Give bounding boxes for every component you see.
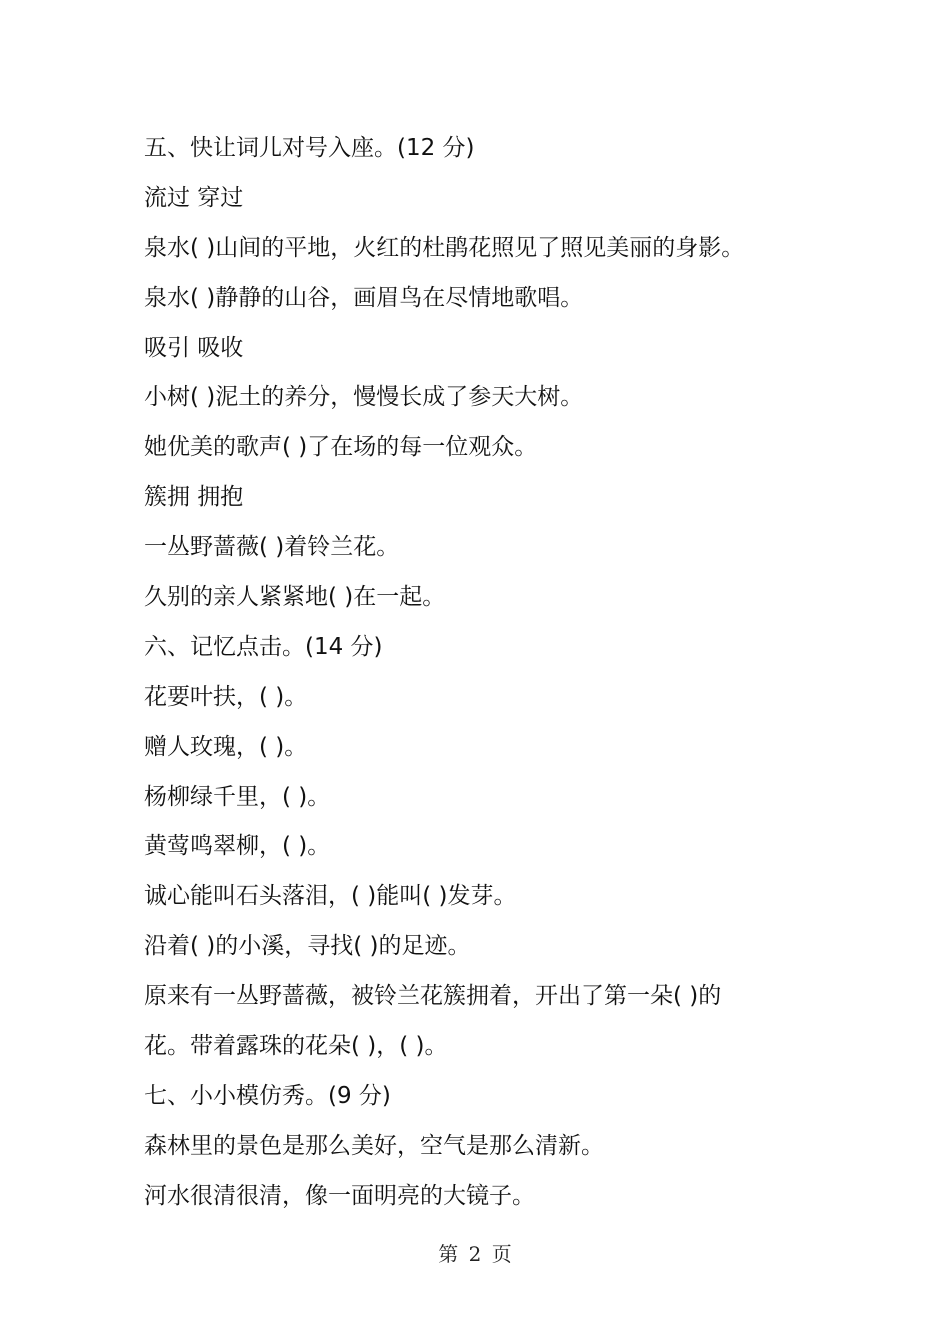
example-sentence: 河水很清很清，像一面明亮的大镜子。: [144, 1182, 535, 1209]
fill-in-sentence: 小树( )泥土的养分，慢慢长成了参天大树。: [144, 384, 584, 411]
fill-in-sentence: 她优美的歌声( )了在场的每一位观众。: [144, 434, 538, 461]
fill-in-sentence: 诚心能叫石头落泪，( )能叫( )发芽。: [144, 883, 517, 910]
fill-in-sentence: 黄莺鸣翠柳，( )。: [144, 833, 331, 860]
fill-in-sentence: 沿着( )的小溪，寻找( )的足迹。: [144, 933, 471, 960]
document-body: [144, 128, 844, 1226]
fill-in-sentence: 原来有一丛野蔷薇，被铃兰花簇拥着，开出了第一朵( )的: [144, 983, 722, 1010]
fill-in-sentence: 赠人玫瑰，( )。: [144, 733, 308, 760]
word-pair: 流过 穿过: [144, 184, 244, 211]
word-pair: 吸引 吸收: [144, 334, 244, 361]
fill-in-sentence: 泉水( )山间的平地，火红的杜鹃花照见了照见美丽的身影。: [144, 234, 745, 261]
word-pair: 簇拥 拥抱: [144, 484, 244, 511]
fill-in-sentence: 久别的亲人紧紧地( )在一起。: [144, 584, 446, 611]
fill-in-sentence: 杨柳绿千里，( )。: [144, 783, 331, 810]
section-heading-5: 五、快让词儿对号入座。(12 分): [144, 135, 475, 161]
section-heading-6: 六、记忆点击。(14 分): [144, 633, 383, 660]
fill-in-sentence: 花要叶扶，( )。: [144, 683, 308, 710]
page-number: 第 2 页: [438, 1242, 512, 1266]
fill-in-sentence: 一丛野蔷薇( )着铃兰花。: [144, 534, 400, 561]
fill-in-sentence: 泉水( )静静的山谷，画眉鸟在尽情地歌唱。: [144, 284, 584, 311]
example-sentence: 森林里的景色是那么美好，空气是那么清新。: [144, 1132, 604, 1159]
fill-in-sentence: 花。带着露珠的花朵( )，( )。: [144, 1033, 448, 1060]
section-heading-7: 七、小小模仿秀。(9 分): [144, 1082, 391, 1109]
